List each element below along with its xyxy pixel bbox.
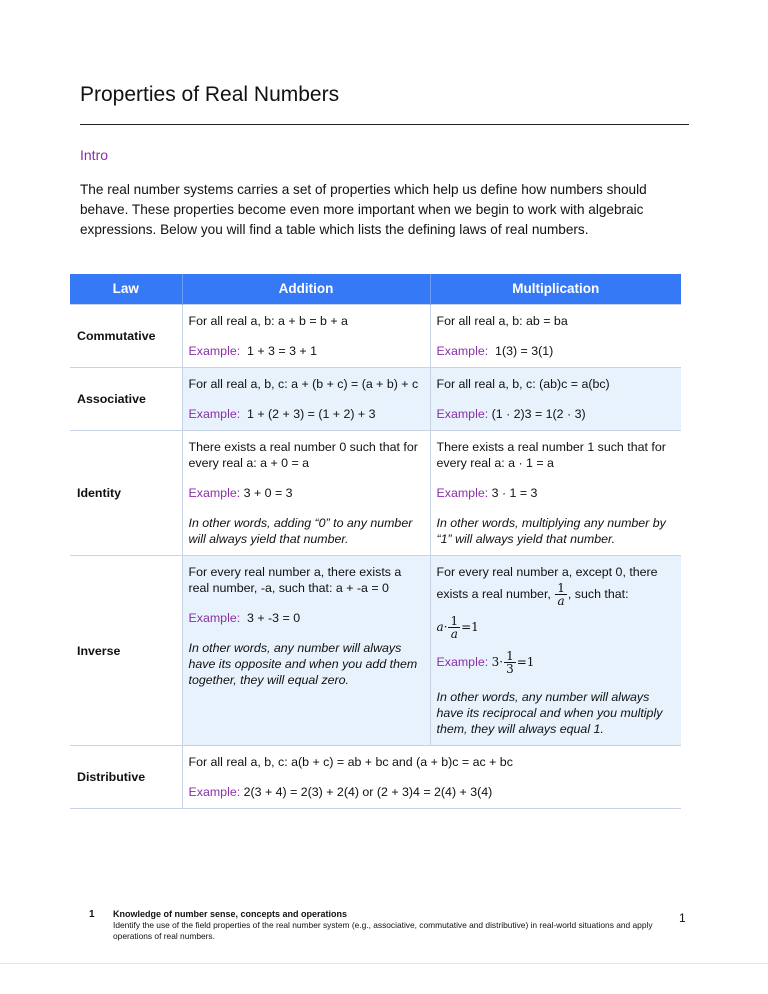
example-label: Example:: [188, 611, 241, 625]
example-label: Example:: [436, 654, 489, 669]
commutative-addition: [182, 305, 430, 368]
inverse-example-rhs: =1: [516, 654, 535, 669]
intro-heading: Intro: [80, 147, 109, 163]
law-commutative: Commutative: [70, 305, 182, 368]
distributive-example: [189, 784, 676, 800]
inverse-mul-statement-suffix: , such that:: [567, 586, 629, 601]
header-multiplication: Multiplication: [430, 274, 681, 305]
identity-mul-example-value: 3 · 1 = 3: [491, 486, 538, 500]
fraction-numerator: 1: [506, 649, 514, 663]
example-label: Example:: [188, 407, 241, 421]
identity-mul-example: [437, 485, 676, 501]
associative-multiplication: [430, 368, 681, 431]
law-inverse: Inverse: [70, 556, 182, 746]
inverse-mul-example: [437, 650, 676, 675]
commutative-add-statement: For all real a, b: a + b = b + a: [188, 314, 348, 328]
page-title: Properties of Real Numbers: [80, 83, 340, 106]
footnote-text: Identify the use of the field properties of the real number system (e.g., associative, commutative and distributive) in real-world situations and apply operations of real numbers.: [113, 920, 653, 941]
row-identity: [70, 431, 681, 556]
identity-addition: [182, 431, 430, 556]
fraction-one-over-a: [448, 615, 460, 640]
law-associative: Associative: [70, 368, 182, 431]
inverse-mul-statement-line2: [437, 582, 676, 607]
distributive-statement: For all real a, b, c: a(b + c) = ab + bc and (a + b)c = ac + bc: [188, 755, 513, 769]
commutative-add-example-value: 1 + 3 = 3 + 1: [247, 344, 317, 358]
row-commutative: [70, 305, 681, 368]
inverse-add-statement: For every real number a, there exists a real number, -a, such that: a + -a = 0: [188, 565, 402, 595]
inverse-example-lhs: 3·: [491, 654, 504, 669]
identity-multiplication: [430, 431, 681, 556]
title-divider: [80, 124, 689, 125]
commutative-mul-example-value: 1(3) = 3(1): [495, 344, 554, 358]
example-label: Example:: [436, 486, 489, 500]
inverse-mul-statement-text: exists a real number,: [436, 586, 551, 601]
example-label: Example:: [188, 785, 241, 799]
example-label: Example:: [188, 486, 241, 500]
footnote-number: 1: [89, 909, 95, 920]
associative-mul-example: [437, 406, 676, 422]
footnote-title: Knowledge of number sense, concepts and operations: [113, 909, 348, 919]
distributive-content: [182, 746, 681, 809]
identity-add-example-value: 3 + 0 = 3: [243, 486, 293, 500]
fraction-denominator: a: [557, 594, 565, 608]
commutative-add-example: [189, 343, 424, 359]
intro-paragraph: The real number systems carries a set of properties which help us define how numbers should behave. These properties become even more important when we begin to work with algebraic expressions. Below you will find a table which lists the defining laws of real numbers.: [80, 182, 647, 237]
footnote: [113, 909, 673, 942]
associative-add-statement: For all real a, b, c: a + (b + c) = (a + b) + c: [188, 377, 419, 391]
inverse-mul-note: In other words, any number will always have its reciprocal and when you multiply them, they will always equal 1.: [436, 690, 663, 736]
commutative-mul-statement: For all real a, b: ab = ba: [436, 314, 568, 328]
header-law: Law: [70, 274, 182, 305]
row-distributive: [70, 746, 681, 809]
fraction-numerator: 1: [557, 581, 565, 595]
inverse-formula-rhs: =1: [461, 620, 479, 634]
inverse-add-example-value: 3 + -3 = 0: [247, 611, 301, 625]
associative-add-example: [189, 406, 424, 422]
commutative-multiplication: [430, 305, 681, 368]
fraction-denominator: a: [450, 627, 458, 641]
row-associative: [70, 368, 681, 431]
associative-mul-statement: For all real a, b, c: (ab)c = a(bc): [436, 377, 610, 391]
header-addition: Addition: [182, 274, 430, 305]
associative-mul-example-value: (1 · 2)3 = 1(2 · 3): [491, 407, 586, 421]
fraction-denominator: 3: [506, 662, 514, 676]
identity-add-example: [189, 485, 424, 501]
identity-add-statement: There exists a real number 0 such that for every real a: a + 0 = a: [188, 440, 418, 470]
properties-table: [70, 274, 681, 809]
commutative-mul-example: [437, 343, 676, 359]
inverse-multiplication: [430, 556, 681, 746]
fraction-one-over-three: [504, 650, 516, 675]
example-label: Example:: [436, 344, 489, 358]
example-label: Example:: [188, 344, 241, 358]
identity-mul-note: In other words, multiplying any number by “1” will always yield that number.: [436, 516, 666, 546]
inverse-mul-statement-line1: For every real number a, except 0, there: [436, 565, 658, 579]
example-label: Example:: [436, 407, 489, 421]
fraction-numerator: 1: [450, 614, 459, 628]
associative-add-example-value: 1 + (2 + 3) = (1 + 2) + 3: [247, 407, 376, 421]
table-header-row: [70, 274, 681, 305]
inverse-add-note: In other words, any number will always have its opposite and when you add them together, they will equal zero.: [188, 641, 418, 687]
fraction-one-over-a: [555, 582, 567, 607]
associative-addition: [182, 368, 430, 431]
law-distributive: Distributive: [70, 746, 182, 809]
footer-divider: [0, 963, 768, 964]
inverse-mul-formula: [437, 615, 676, 640]
distributive-example-value: 2(3 + 4) = 2(3) + 2(4) or (2 + 3)4 = 2(4) + 3(4): [243, 785, 493, 799]
inverse-add-example: [189, 610, 424, 626]
inverse-formula-lhs: a·: [436, 620, 448, 634]
law-identity: Identity: [70, 431, 182, 556]
page-number: 1: [679, 911, 686, 925]
identity-mul-statement: There exists a real number 1 such that for every real a: a · 1 = a: [436, 440, 666, 470]
inverse-addition: [182, 556, 430, 746]
identity-add-note: In other words, adding “0” to any number will always yield that number.: [188, 516, 413, 546]
row-inverse: [70, 556, 681, 746]
